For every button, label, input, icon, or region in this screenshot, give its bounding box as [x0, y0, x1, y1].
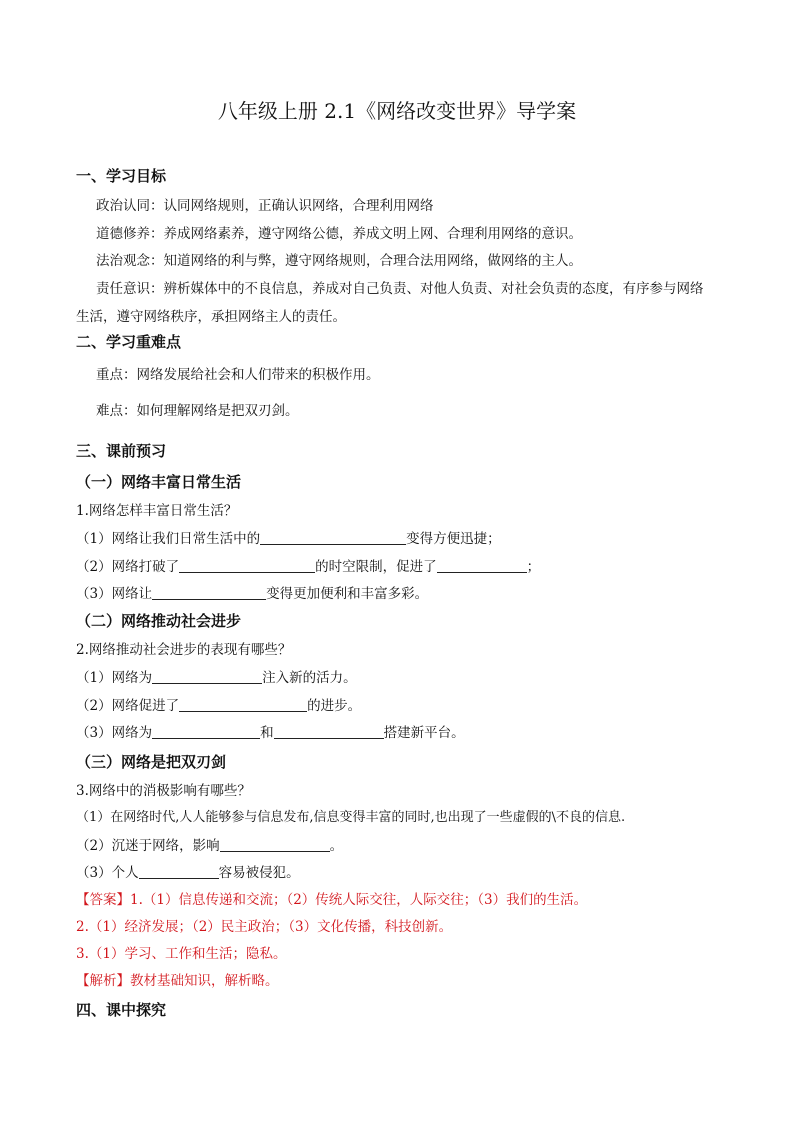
- section-heading-key-points: 二、学习重难点: [76, 333, 182, 351]
- fill-line: （3）个人 容易被侵犯。: [76, 865, 300, 881]
- section-heading-in-class: 四、课中探究: [76, 1001, 167, 1019]
- answer-line-2: 2.（1）经济发展；（2）民主政治；（3）文化传播，科技创新。: [76, 919, 453, 935]
- fill-line: （2）网络促进了 的进步。: [76, 698, 362, 714]
- analysis-tag: 【解析】: [76, 973, 130, 989]
- fill-blank[interactable]: [152, 724, 260, 739]
- objective-political: 政治认同：认同网络规则，正确认识网络，合理利用网络: [96, 198, 434, 214]
- objective-legal: 法治观念：知道网络的利与弊，遵守网络规则，合理合法用网络，做网络的主人。: [96, 253, 582, 269]
- fill-blank[interactable]: [260, 530, 406, 545]
- fill-blank[interactable]: [152, 585, 266, 600]
- analysis-line: 【解析】教材基础知识，解析略。: [76, 973, 279, 989]
- question-3: 3.网络中的消极影响有哪些？: [76, 783, 251, 799]
- fill-blank[interactable]: [139, 864, 219, 879]
- fill-line: （3）网络让 变得更加便利和丰富多彩。: [76, 586, 429, 602]
- fill-line: （1）在网络时代,人人能够参与信息发布,信息变得丰富的同时,也出现了一些虚假的\不良的信息.: [76, 810, 626, 825]
- answer-tag: 【答案】: [76, 892, 130, 908]
- question-1: 1.网络怎样丰富日常生活？: [76, 503, 238, 519]
- objective-moral: 道德修养：养成网络素养，遵守网络公德，养成文明上网、合理利用网络的意识。: [96, 226, 582, 242]
- fill-line: （3）网络为 和 搭建新平台。: [76, 725, 465, 741]
- subsection-heading-double-edged: （三）网络是把双刃剑: [76, 753, 227, 771]
- fill-blank[interactable]: [220, 837, 330, 852]
- answer-line-3: 3.（1）学习、工作和生活；隐私。: [76, 946, 287, 962]
- key-point: 重点：网络发展给社会和人们带来的积极作用。: [96, 367, 380, 383]
- document-title: 八年级上册 2.1《网络改变世界》导学案: [217, 99, 577, 123]
- fill-blank[interactable]: [437, 558, 527, 573]
- section-heading-objectives: 一、学习目标: [76, 167, 167, 185]
- fill-blank[interactable]: [179, 558, 315, 573]
- fill-line: （2）沉迷于网络，影响 。: [76, 838, 344, 854]
- fill-blank[interactable]: [179, 697, 307, 712]
- fill-line: （1）网络为 注入新的活力。: [76, 670, 357, 686]
- question-2: 2.网络推动社会进步的表现有哪些？: [76, 642, 292, 658]
- objective-responsibility: 责任意识：辨析媒体中的不良信息，养成对自己负责、对他人负责、对社会负责的态度，有序参与网络生活，遵守网络秩序，承担网络主人的责任。: [76, 281, 704, 325]
- subsection-heading-daily-life: （一）网络丰富日常生活: [76, 473, 242, 491]
- subsection-heading-social-progress: （二）网络推动社会进步: [76, 612, 242, 630]
- fill-blank[interactable]: [152, 669, 262, 684]
- answer-line-1: 【答案】1.（1）信息传递和交流；（2）传统人际交往，人际交往；（3）我们的生活。: [76, 892, 588, 908]
- fill-blank[interactable]: [274, 724, 384, 739]
- fill-line: （1）网络让我们日常生活中的 变得方便迅捷；: [76, 531, 501, 547]
- fill-line: （2）网络打破了 的时空限制，促进了 ；: [76, 559, 541, 575]
- section-heading-preview: 三、课前预习: [76, 442, 167, 460]
- difficult-point: 难点：如何理解网络是把双刃剑。: [96, 403, 299, 419]
